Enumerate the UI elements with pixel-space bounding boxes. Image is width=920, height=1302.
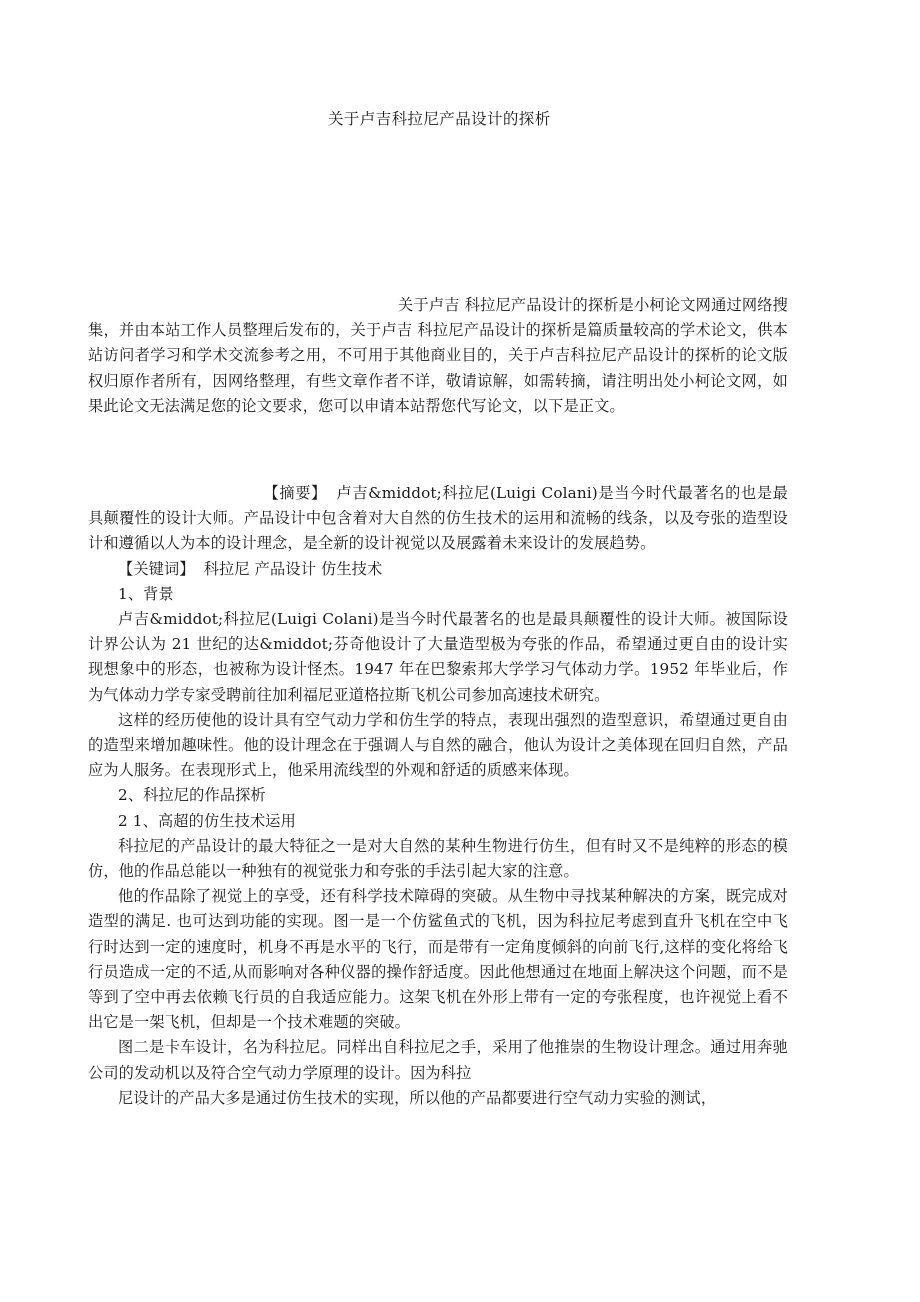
section-heading-bionic-technique: 2 1、高超的仿生技术运用 [118, 811, 296, 830]
section-heading-works-analysis: 2、科拉尼的作品探析 [118, 786, 266, 805]
notice-abstract-spacer [88, 419, 788, 481]
section-heading-background: 1、背景 [118, 584, 174, 603]
abstract-label: 【摘要】 [263, 484, 327, 503]
abstract-text: 卢吉&middot;科拉尼(Luigi Colani)是当今时代最著名的也是最具颠覆性的设计大师。产品设计中包含着对大自然的仿生技术的运用和流畅的线条，以及夸张的造型设计和遵循以人为本的设计理念，是全新的设计视觉以及展露着未来设计的发展趋势。 [88, 484, 789, 553]
section-paragraph-bionic-4: 尼设计的产品大多是通过仿生技术的实现，所以他的产品都要进行空气动力实验的测试， [118, 1088, 717, 1107]
section-paragraph-background-1: 卢吉&middot;科拉尼(Luigi Colani)是当今时代最著名的也是最具颠覆性的设计大师。被国际设计界公认为 21 世纪的达&middot;芬奇他设计了大量造型极为夸张的作品，希望通过更自由的设计实现想象中的形态，也被称为设计怪杰。1947 年在巴黎索邦大学学习气体动力学。1952 年毕业后，作为气体动力学专家受聘前往加利福尼亚道格拉斯飞机公司参加高速技术研究。 [88, 610, 788, 704]
section-paragraph-bionic-1: 科拉尼的产品设计的最大特征之一是对大自然的某种生物进行仿生，但有时又不是纯粹的形态的模仿，他的作品总能以一种独有的视觉张力和夸张的手法引起大家的注意。 [88, 836, 788, 881]
section-paragraph-bionic-3: 图二是卡车设计，名为科拉尼。同样出自科拉尼之手，采用了他推崇的生物设计理念。通过用奔驰公司的发动机以及符合空气动力学原理的设计。因为科拉 [88, 1038, 788, 1082]
document-content [88, 0, 788, 1111]
keywords-paragraph [88, 557, 788, 582]
site-notice-text: 关于卢吉 科拉尼产品设计的探析是小柯论文网通过网络搜集，并由本站工作人员整理后发布的，关于卢吉 科拉尼产品设计的探析是篇质量较高的学术论文，供本站访问者学习和学术交流参考之用，不可用于其他商业目的，关于卢吉科拉尼产品设计的探析的论文版权归原作者所有，因网络整理，有些文章作者不详，敬请谅解，如需转摘，请注明出处小柯论文网，如果此论文无法满足您的论文要求，您可以申请本站帮您代写论文，以下是正文。 [88, 296, 788, 415]
abstract-paragraph [88, 481, 788, 557]
keywords-text: 科拉尼 产品设计 仿生技术 [203, 559, 383, 578]
title-body-spacer [88, 130, 788, 293]
keywords-label: 【关键词】 [118, 559, 195, 578]
section-paragraph-bionic-2: 他的作品除了视觉上的享受，还有科学技术障碍的突破。从生物中寻找某种解决的方案，既完成对造型的满足. 也可达到功能的实现。图一是一个仿鲨鱼式的飞机，因为科拉尼考虑到直升飞机在空中飞行时达到一定的速度时，机身不再是水平的飞行，而是带有一定角度倾斜的向前飞行,这样的变化将给飞行员造成一定的不适,从而影响对各种仪器的操作舒适度。因此他想通过在地面上解决这个问题，而不是等到了空中再去依赖飞行员的自我适应能力。这架飞机在外形上带有一定的夸张程度，也许视觉上看不出它是一架飞机，但却是一个技术难题的突破。 [88, 887, 788, 1032]
section-paragraph-background-2: 这样的经历使他的设计具有空气动力学和仿生学的特点，表现出强烈的造型意识，希望通过更自由的造型来增加趣味性。他的设计理念在于强调人与自然的融合，他认为设计之美体现在回归自然，产品应为人服务。在表现形式上，他采用流线型的外观和舒适的质感来体现。 [88, 710, 788, 780]
page-title: 关于卢吉科拉尼产品设计的探析 [328, 110, 551, 128]
site-notice-paragraph [88, 293, 788, 419]
